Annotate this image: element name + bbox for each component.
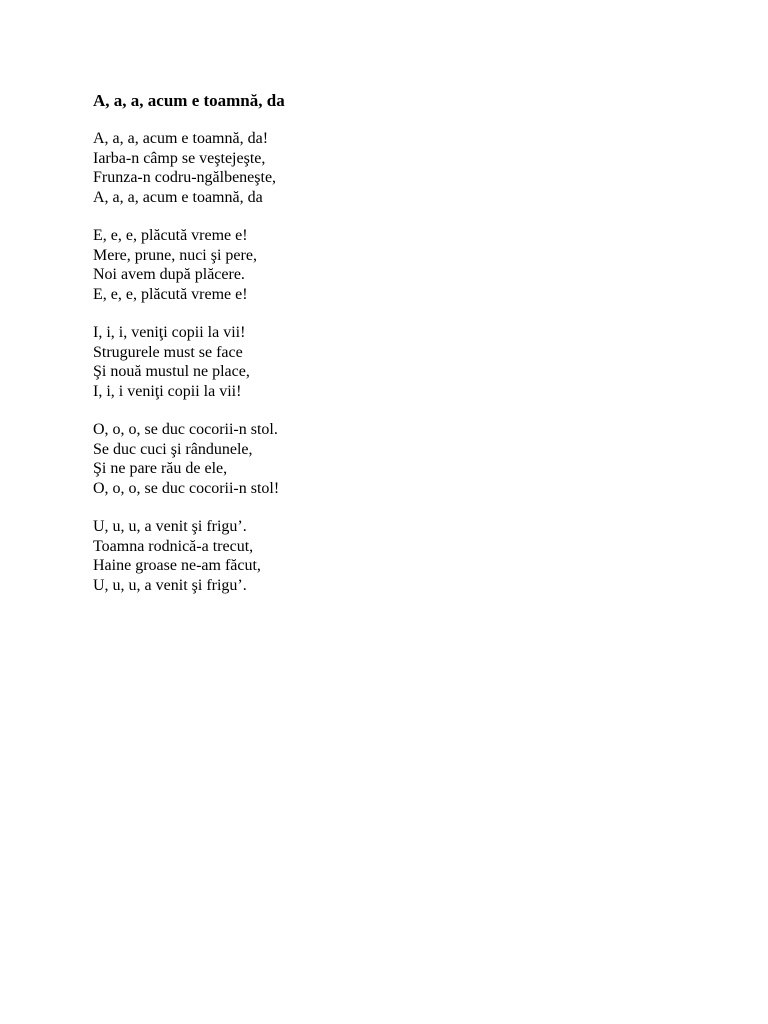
verse-line: Mere, prune, nuci şi pere, — [93, 246, 257, 264]
verse-line: E, e, e, plăcută vreme e! — [93, 285, 248, 303]
stanza-3 — [93, 323, 693, 401]
stanza-1 — [93, 129, 693, 207]
verse-line: A, a, a, acum e toamnă, da! — [93, 130, 269, 147]
stanza-4 — [93, 420, 693, 498]
verse-line: Frunza-n codru-ngălbeneşte, — [93, 169, 277, 186]
verse-line: O, o, o, se duc cocorii-n stol! — [93, 479, 280, 497]
document-page — [93, 90, 693, 614]
verse-line: Şi ne pare rău de ele, — [93, 460, 228, 477]
verse-line: Iarba-n câmp se veştejeşte, — [93, 149, 266, 167]
verse-line: I, i, i veniţi copii la vii! — [93, 382, 242, 400]
verse-line: A, a, a, acum e toamnă, da — [93, 188, 263, 206]
verse-line: U, u, u, a venit şi frigu’. — [93, 576, 247, 594]
verse-line: O, o, o, se duc cocorii-n stol. — [93, 421, 278, 438]
verse-line: Haine groase ne-am făcut, — [93, 557, 261, 574]
poem-title: A, a, a, acum e toamnă, da — [93, 91, 285, 110]
verse-line: U, u, u, a venit şi frigu’. — [93, 518, 247, 535]
verse-line: Noi avem după plăcere. — [93, 266, 245, 283]
verse-line: Strugurele must se face — [93, 343, 243, 361]
stanza-2 — [93, 226, 693, 304]
verse-line: I, i, i, veniţi copii la vii! — [93, 324, 246, 341]
stanza-5 — [93, 517, 693, 595]
verse-line: E, e, e, plăcută vreme e! — [93, 227, 248, 244]
verse-line: Toamna rodnică-a trecut, — [93, 537, 254, 555]
verse-line: Şi nouă mustul ne place, — [93, 363, 250, 380]
verse-line: Se duc cuci şi rândunele, — [93, 440, 253, 458]
